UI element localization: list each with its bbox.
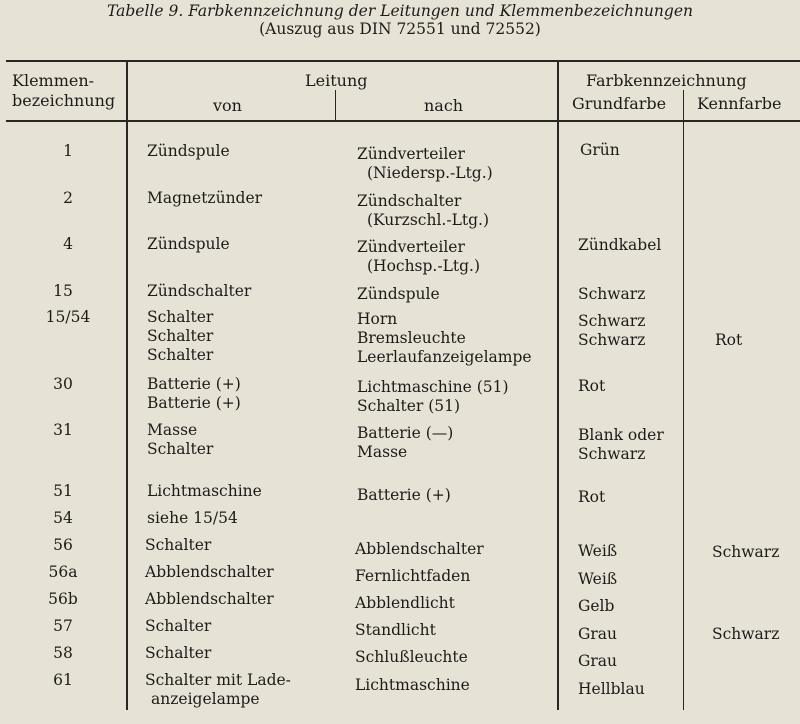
row-von: Schalter (145, 644, 212, 662)
row-number: 15/54 (45, 308, 91, 326)
row-von: Zündspule (147, 235, 230, 253)
row-nach: Batterie (+) (357, 486, 451, 504)
row-von: Batterie (+) Batterie (+) (147, 375, 241, 412)
col-divider-4 (683, 90, 684, 710)
row-grundfarbe: Grau (578, 625, 618, 643)
row-nach: Schlußleuchte (355, 648, 468, 666)
row-von: Schalter Schalter Schalter (147, 308, 214, 364)
row-von: Magnetzünder (147, 189, 263, 207)
row-nach: Horn Bremsleuchte Leerlaufanzeigelampe (357, 310, 532, 366)
row-von: Masse Schalter (147, 421, 214, 458)
row-von: Zündschalter (147, 282, 252, 300)
row-grundfarbe: Blank oder Schwarz (578, 426, 664, 463)
row-number: 57 (53, 617, 73, 635)
row-number: 15 (53, 282, 73, 300)
row-grundfarbe: Schwarz Schwarz (578, 312, 646, 349)
header-farbkennzeichnung: Farbkennzeichnung (586, 71, 747, 90)
header-leitung: Leitung (305, 71, 368, 90)
row-von: Schalter mit Lade- anzeigelampe (145, 671, 291, 708)
row-von: Abblendschalter (145, 563, 274, 581)
header-grundfarbe: Grundfarbe (572, 94, 667, 113)
row-nach: Fernlichtfaden (355, 567, 471, 585)
row-nach: Zündverteiler (Niedersp.-Ltg.) (357, 145, 493, 182)
row-von: Schalter (145, 617, 212, 635)
row-nach: Zündverteiler (Hochsp.-Ltg.) (357, 238, 481, 275)
row-nach: Zündspule (357, 285, 440, 303)
row-grundfarbe: Grau (578, 652, 618, 670)
row-nach: Abblendschalter (355, 540, 484, 558)
row-number: 58 (53, 644, 73, 662)
row-kennfarbe: Rot (715, 331, 743, 349)
row-grundfarbe: Weiß (578, 570, 618, 588)
row-number: 56 (53, 536, 73, 554)
table-title: Tabelle 9. Farbkennzeichnung der Leitungen und Klemmenbezeichnungen (107, 2, 693, 20)
row-grundfarbe: Rot (578, 488, 606, 506)
row-von: Schalter (145, 536, 212, 554)
header-nach: nach (424, 96, 464, 115)
row-von: Zündspule (147, 142, 230, 160)
row-von: siehe 15/54 (147, 509, 238, 527)
header-klemmen-line1: Klemmen- (12, 71, 95, 90)
row-grundfarbe: Schwarz (578, 285, 646, 303)
row-von: Abblendschalter (145, 590, 274, 608)
row-number: 1 (63, 142, 73, 160)
header-kennfarbe: Kennfarbe (697, 94, 782, 113)
row-number: 56b (48, 590, 78, 608)
row-nach: Lichtmaschine (355, 676, 470, 694)
col-divider-1 (126, 60, 128, 710)
row-nach: Abblendlicht (355, 594, 455, 612)
table-caption (0, 2, 800, 38)
row-nach: Lichtmaschine (51) Schalter (51) (357, 378, 509, 415)
row-kennfarbe: Schwarz (712, 543, 780, 561)
row-number: 30 (53, 375, 73, 393)
row-number: 54 (53, 509, 73, 527)
row-grundfarbe: Weiß (578, 542, 618, 560)
row-grundfarbe: Zündkabel (578, 236, 662, 254)
row-number: 51 (53, 482, 73, 500)
row-number: 4 (63, 235, 73, 253)
row-grundfarbe: Gelb (578, 597, 615, 615)
col-divider-3 (557, 60, 559, 710)
row-nach: Batterie (—) Masse (357, 424, 454, 461)
row-number: 61 (53, 671, 73, 689)
row-number: 31 (53, 421, 73, 439)
row-nach: Zündschalter (Kurzschl.-Ltg.) (357, 192, 490, 229)
row-number: 56a (48, 563, 78, 581)
row-nach: Standlicht (355, 621, 436, 639)
row-grundfarbe: Hellblau (578, 680, 645, 698)
row-grundfarbe: Rot (578, 377, 606, 395)
row-number: 2 (63, 189, 73, 207)
col-divider-2 (335, 90, 336, 120)
row-kennfarbe: Schwarz (712, 625, 780, 643)
row-von: Lichtmaschine (147, 482, 262, 500)
header-klemmen-line2: bezeichnung (12, 91, 116, 110)
row-grundfarbe: Grün (580, 141, 620, 159)
header-von: von (213, 96, 242, 115)
table-subtitle: (Auszug aus DIN 72551 und 72552) (259, 20, 541, 38)
